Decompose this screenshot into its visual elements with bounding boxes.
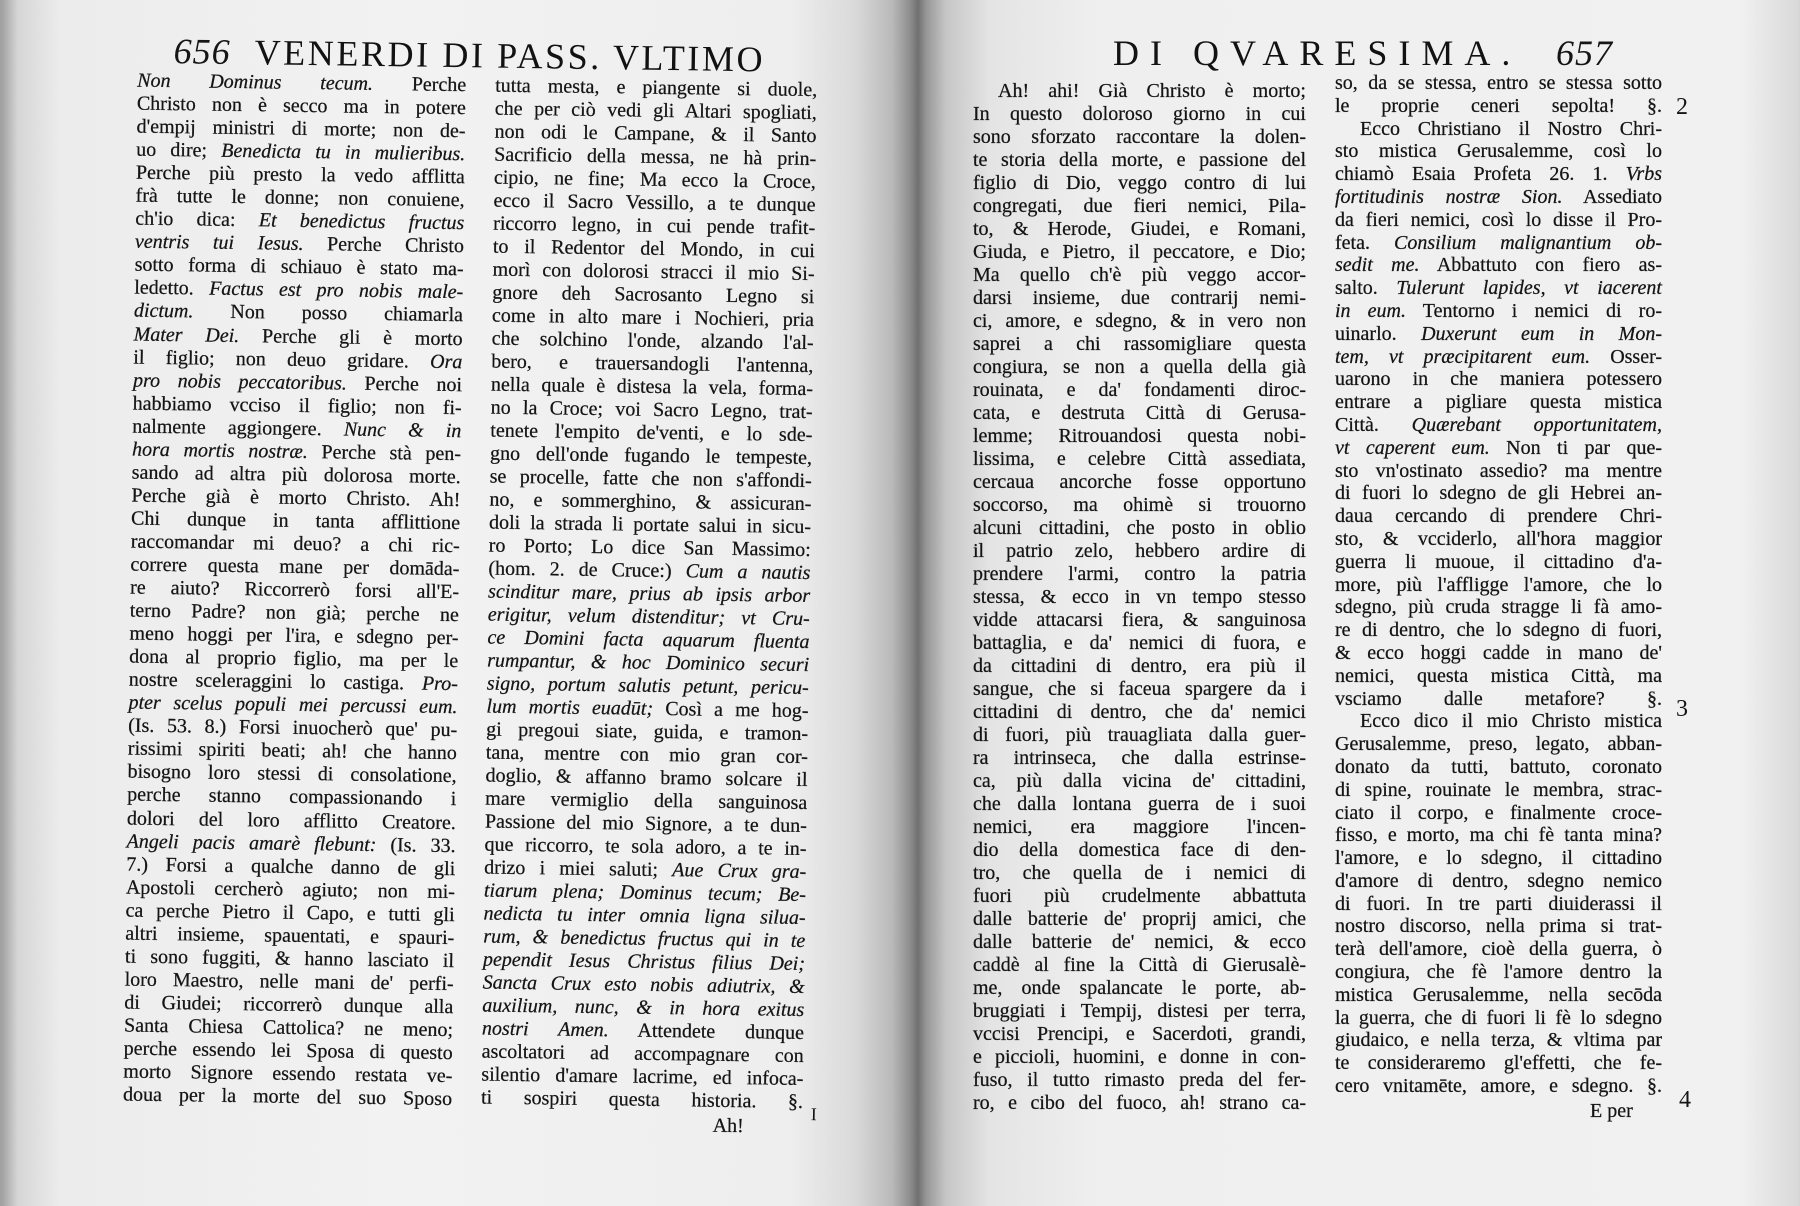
page-number: 657 — [1556, 33, 1613, 73]
text-line: Ma quello ch'è più veggo accor- — [973, 264, 1306, 286]
text-line: sangue, che si faceua spargere da i — [973, 678, 1306, 700]
text-line: morì con dolorosi stracci il mio Si- — [492, 258, 815, 286]
text-line: non odi le Campane, & il Santo — [494, 120, 817, 148]
text-line: ascoltatori ad accompagnare con — [481, 1040, 804, 1067]
text-line: caddè al fine la Città di Gierusalè- — [973, 954, 1306, 976]
italic-latin-text: tem, vt præcipitarent eum. — [1335, 345, 1591, 368]
text-line: figlio di Dio, veggo contro di lui — [973, 172, 1306, 194]
text-line: perche essendo lei Sposa di questo — [123, 1037, 453, 1065]
text-line: Santa Chiesa Cattolica? ne meno; — [123, 1014, 454, 1042]
text-line: so, da se stessa, entro se stessa sotto — [1335, 72, 1662, 94]
text-line: ro Porto; Lo dice San Massimo: — [488, 534, 811, 562]
text-line: cata, e destruta Città di Gerusa- — [973, 402, 1306, 424]
text-line: altri insieme, spauentati, e spauri- — [125, 922, 455, 949]
text-line: gnore deh Sacrosanto Legno si — [492, 281, 815, 309]
roman-text: drizo i miei saluti; — [484, 856, 673, 882]
italic-latin-text: vt caperent eum. — [1335, 436, 1490, 459]
text-line: che solchino l'onde, alzando l'al- — [491, 327, 814, 355]
italic-latin-text: Angeli pacis amarè flebunt: — [126, 830, 377, 856]
italic-latin-text: Pro- — [421, 672, 458, 696]
roman-text: uinarlo. — [1335, 322, 1422, 345]
roman-text: Così a me hog- — [652, 697, 809, 723]
margin-section-number: 4 — [1679, 1087, 1691, 1113]
text-line: frà tutte le donne; non conuiene, — [135, 184, 465, 212]
text-line: rouinata, e da' fondamenti diroc- — [973, 379, 1306, 401]
margin-section-number: 2 — [1676, 94, 1688, 120]
text-line: 7.) Forsi a qualche danno de gli — [126, 853, 456, 880]
roman-text: Non ti par que- — [1489, 436, 1662, 459]
text-line: donato da tutti, battuto, coronato — [1335, 755, 1662, 778]
text-line: Chi dunque in tanta afflittione — [130, 507, 461, 535]
text-line: giudaico, e nella terza, & vltima par — [1335, 1029, 1662, 1052]
text-line: terà dell'amore, cioè della guerra, ò — [1335, 938, 1662, 961]
text-line: ra intrinseca, che dalla estrinse- — [973, 747, 1306, 769]
text-line: sto mistica Gerusalemme, così lo — [1335, 140, 1662, 163]
text-line: to il Redentor del Mondo, in cui — [492, 235, 816, 263]
text-line — [1335, 437, 1662, 460]
text-line: meno hoggi per l'ira, e sdegno per- — [129, 622, 459, 650]
text-line: entrare a pigliare questa mistica — [1335, 391, 1662, 414]
roman-text: Perche noi — [346, 372, 463, 396]
text-line: saprei a chi rassomigliare questa — [973, 333, 1306, 355]
roman-text: Attendete dunque — [608, 1019, 805, 1044]
italic-latin-text: nostri Amen. — [481, 1017, 609, 1042]
italic-latin-text: Vrbs — [1625, 163, 1662, 186]
text-line: nemici, questa mistica Città, ma — [1335, 664, 1662, 687]
italic-latin-text: Tulerunt lapides, vt iacerent — [1396, 277, 1662, 300]
roman-text: Abbattuto con fiero as- — [1419, 254, 1663, 277]
italic-latin-text: rum, & benedictus fructus qui in te — [483, 925, 806, 952]
text-line: nella quale è distesa la vela, forma- — [490, 373, 814, 401]
text-line: Perche più presto la vedo afflitta — [135, 161, 466, 189]
text-line: terno Padre? non già; perche ne — [129, 599, 459, 627]
roman-text: Perche gli è morto — [239, 324, 463, 350]
roman-text: (Is. 33. — [376, 833, 456, 857]
text-line: sotto forma di schiauo è stato ma- — [134, 253, 464, 281]
roman-text: Perche — [372, 72, 467, 97]
roman-text: Città. — [1335, 413, 1412, 436]
italic-latin-text: erigitur, velum distenditur; vt Cru- — [487, 603, 810, 631]
text-line: ca, più dalla vicina de' cittadini, — [973, 770, 1306, 792]
text-line: di fuori, più trauagliata dalla guer- — [973, 724, 1306, 746]
italic-latin-text: auxilium, nunc, & in hora exitus — [482, 994, 805, 1021]
text-line: darsi insieme, due contrarij nemi- — [973, 287, 1306, 309]
text-line: tenete l'empito de'venti, e lo sde- — [490, 419, 813, 447]
italic-latin-text: hora mortis nostræ. — [131, 438, 308, 463]
text-line: cercaua ancorche fosse opportuno — [973, 471, 1306, 493]
italic-latin-text: signo, portum salutis petunt, pericu- — [486, 672, 809, 700]
roman-text: Assediato — [1562, 185, 1662, 208]
text-line: bero, e trauersandogli l'antenna, — [491, 350, 814, 378]
catchword: Ah! — [712, 1114, 744, 1138]
text-line: d'amore di dentro, sdegno nemico — [1335, 869, 1662, 892]
text-line: Perche già è morto Christo. Ah! — [131, 484, 461, 511]
text-line: gno dell'onde fugando le tempeste, — [489, 442, 813, 470]
text-line: dona al proprio figlio, ma per le — [129, 645, 459, 673]
italic-latin-text: Duxerunt eum in Mon- — [1421, 322, 1663, 345]
italic-latin-text: pependit Iesus Christus filius Dei; — [482, 948, 806, 975]
text-line: vsciamo dalle metafore? §. — [1335, 687, 1662, 710]
text-line: che per ciò vedi gli Altari spogliati, — [494, 97, 817, 125]
text-line: perche stanno compassionando i — [127, 783, 457, 811]
text-line: da fieri nemici, così lo disse il Pro- — [1335, 208, 1662, 231]
roman-text: il figlio; non deuo gridare. — [133, 346, 431, 373]
text-line: no la Croce; voi Sacro Legno, trat- — [490, 396, 813, 424]
text-line: Gerusalemme, preso, legato, abban- — [1335, 733, 1662, 756]
text-line: il patrio zelo, hebbero ardire di — [973, 540, 1306, 562]
italic-latin-text: sedit me. — [1335, 254, 1420, 277]
text-line: fisso, e morto, ma chi fè tanta mina? — [1335, 824, 1662, 847]
text-line: nemici, era maggiore l'incen- — [973, 816, 1306, 838]
italic-latin-text: Nunc & in — [343, 418, 462, 442]
text-line: daua cercando di prendere Chri- — [1335, 505, 1662, 528]
text-line: Apostoli cercherò agiuto; non mi- — [125, 876, 456, 903]
roman-text: salto. — [1335, 277, 1397, 300]
text-line — [1335, 186, 1662, 209]
italic-latin-text: Aue Crux gra- — [672, 859, 807, 883]
text-line — [1335, 414, 1662, 437]
text-line: ro, e cibo del fuoco, ah! strano ca- — [973, 1092, 1306, 1114]
text-line: alcuni cittadini, che posto in oblio — [973, 517, 1306, 539]
text-line — [1335, 346, 1662, 369]
text-line: te storia della morte, e passione del — [973, 149, 1306, 171]
italic-latin-text: Benedicta tu in mulieribus. — [221, 139, 466, 166]
italic-latin-text: Sancta Crux esto nobis adiutrix, & — [482, 971, 805, 998]
text-line: more, più l'affligge l'amore, che lo — [1335, 573, 1662, 596]
text-line: uarono in che maniera potessero — [1335, 368, 1662, 391]
text-line: mistica Gerusalemme, nella secōda — [1335, 983, 1662, 1006]
roman-text: Tentorno i nemici di ro- — [1406, 299, 1662, 322]
roman-text: chiamò Esaia Profeta 26. 1. — [1335, 163, 1626, 186]
text-line: come in alto mare i Nochieri, pria — [491, 304, 815, 332]
text-line: sando ad altra più dolorosa morte. — [131, 461, 461, 488]
text-line: congiura, se non a quella della già — [973, 356, 1306, 378]
text-line: Ecco dico il mio Christo mistica — [1360, 710, 1662, 733]
text-line: ti sono fuggiti, & hanno lasciato il — [124, 945, 455, 972]
italic-latin-text: pro nobis peccatoribus. — [132, 369, 348, 395]
italic-latin-text: in eum. — [1335, 299, 1406, 322]
signature-mark: I — [810, 1104, 817, 1125]
text-line: no, e sommerghino, & assicuran- — [489, 488, 812, 516]
roman-text: Osser- — [1590, 345, 1663, 368]
text-line: te consideraremo gl'effetti, che fe- — [1335, 1052, 1662, 1075]
text-line: habbiamo vcciso il figlio; non fi- — [132, 392, 462, 419]
text-line: bisogno loro stessi di consolatione, — [127, 760, 457, 788]
text-line: morto Signore essendo restata ve- — [123, 1060, 453, 1088]
text-line — [1335, 232, 1662, 255]
text-line: ciato il corpo, e finalmente croce- — [1335, 801, 1662, 824]
text-line: tutta mesta, e piangente si duole, — [495, 74, 818, 102]
text-line: di Giudei; riccorrerò dunque alla — [124, 991, 454, 1018]
text-line: guerra li muoue, il cittadino d'a- — [1335, 550, 1662, 573]
italic-latin-text: scinditur mare, prius ab ipsis arbor — [487, 580, 811, 608]
roman-text: nalmente aggiongere. — [132, 415, 344, 441]
text-line: di spine, rouinate le membra, strac- — [1335, 778, 1662, 801]
text-line: sono sforzato raccontare la dolen- — [973, 126, 1306, 148]
text-line: le proprie ceneri sepolta! §. — [1335, 94, 1662, 117]
text-line: Sacrificio della messa, ne hà prin- — [494, 143, 817, 171]
roman-text: Perche stà pen- — [307, 440, 462, 465]
italic-latin-text: lum mortis euadūt; — [486, 695, 654, 720]
text-line: se procelle, fatte che non s'affondi- — [489, 465, 812, 493]
text-column-right-outer — [1335, 72, 1662, 1098]
text-line: correre questa mane per domāda- — [130, 553, 460, 581]
italic-latin-text: Factus est pro nobis male- — [208, 278, 464, 304]
roman-text: uo dire; — [136, 138, 222, 162]
text-line: Christo non è secco ma in potere — [136, 92, 467, 120]
text-line: prendere l'armi, contro la patria — [973, 563, 1306, 585]
text-line: re aiuto? Riccorrerò forsi all'E- — [129, 576, 460, 604]
text-line: In questo doloroso giorno in cui — [973, 103, 1306, 125]
italic-latin-text: Ora — [429, 350, 463, 373]
italic-latin-text: Et benedictus fructus — [258, 209, 465, 235]
italic-latin-text: dictum. — [133, 300, 194, 323]
text-line: bruggiati i Tempij, distesi per terra, — [973, 1000, 1306, 1022]
text-line: ci, amore, e sdegno, & in vero non — [973, 310, 1306, 332]
running-title: VENERDI DI PASS. VLTIMO — [254, 32, 766, 80]
roman-text: Perche Christo — [303, 233, 465, 258]
text-line: raccomandar mi deuo? a chi ric- — [130, 530, 460, 558]
text-line: que riccorro, te sola adoro, a te in- — [484, 833, 807, 861]
text-line: Ecco Christiano il Nostro Chri- — [1360, 117, 1662, 140]
text-line: l'amore, e lo sdegno, il cittadino — [1335, 847, 1662, 870]
text-line — [1335, 323, 1662, 346]
text-line: & ecco hoggi cadde in mano de' — [1335, 641, 1662, 664]
running-title: DI QVARESIMA. — [1113, 33, 1522, 73]
text-line — [1335, 163, 1662, 186]
roman-text: Non posso chiamarla — [193, 300, 464, 327]
catchword: E per — [1590, 1100, 1633, 1122]
text-line: che dalla lontana guerra de i suoi — [973, 793, 1306, 815]
text-line: vccisi Prencipi, e Sacerdoti, grandi, — [973, 1023, 1306, 1045]
text-line: cero vnitamēte, amore, e sdegno. §. — [1335, 1075, 1662, 1098]
italic-latin-text: tiarum plena; Dominus tecum; Be- — [483, 879, 807, 906]
text-line: doua per la morte del suo Sposo — [122, 1083, 453, 1111]
text-line: me, onde spalancate le porte, ab- — [973, 977, 1306, 999]
text-line: congregati, due fieri nemici, Pila- — [973, 195, 1306, 217]
text-line: sto vn'ostinato assedio? ma mentre — [1335, 459, 1662, 482]
text-line: Giuda, e Pietro, il peccatore, e Dio; — [973, 241, 1306, 263]
text-line: to, & Herode, Giudei, e Romani, — [973, 218, 1306, 240]
roman-text: (hom. 2. de Cruce:) — [488, 557, 686, 583]
text-line: sdegno, più cruda stragge li fà amo- — [1335, 596, 1662, 619]
text-line: riccorro legno, in cui pende trafit- — [493, 212, 816, 240]
text-line: lemme; Ritrouandosi questa nobi- — [973, 425, 1306, 447]
text-column-right-inner — [973, 80, 1306, 1115]
text-line: stessa, & ecco in vn tempo stesso — [973, 586, 1306, 608]
page-number: 656 — [173, 31, 231, 72]
text-line: dio della domestica face di den- — [973, 839, 1306, 861]
text-line: d'empij ministri di morte; non de- — [136, 115, 466, 143]
text-line — [1335, 300, 1662, 323]
italic-latin-text: ventris tui Iesus. — [134, 230, 304, 256]
italic-latin-text: rumpantur, & hoc Dominico securi — [487, 649, 810, 677]
text-line: (Is. 53. 8.) Forsi inuocherò que' pu- — [128, 714, 458, 742]
text-line: tro, che quella de i nemici di — [973, 862, 1306, 884]
italic-latin-text: Non Dominus tecum. — [137, 69, 374, 95]
text-line — [1335, 277, 1662, 300]
text-line: ecco il Sacro Vessillo, a te dunque — [493, 189, 816, 217]
roman-text: feta. — [1335, 231, 1394, 254]
text-line: gi pregoui siate, guida, e tramon- — [486, 718, 809, 746]
text-line: lissima, e celebre Città assediata, — [973, 448, 1306, 470]
text-line: dalle batterie de' proprij amici, che — [973, 908, 1306, 930]
text-line: da cittadini di dentro, era più il — [973, 655, 1306, 677]
text-line: di fuori lo sdegno de gli Hebrei an- — [1335, 482, 1662, 505]
text-line: ti sospiri questa historia. §. — [480, 1086, 804, 1113]
text-line: soccorso, ma ohimè si trouorno — [973, 494, 1306, 516]
italic-latin-text: Mater Dei. — [133, 323, 240, 347]
italic-latin-text: pter scelus populi mei percussi eum. — [128, 691, 458, 719]
roman-text: ledetto. — [134, 276, 210, 301]
margin-section-number: 3 — [1676, 696, 1688, 722]
text-line: fuso, il tutto rimasto preda del fer- — [973, 1069, 1306, 1091]
text-line: cittadini di dentro, che da' nemici — [973, 701, 1306, 723]
text-line: ca perche Pietro il Capo, e tutti gli — [125, 899, 455, 926]
text-line — [1335, 254, 1662, 277]
italic-latin-text: Consilium malignantium ob- — [1393, 231, 1662, 254]
text-line: nostro discorso, nella prima si trat- — [1335, 915, 1662, 938]
italic-latin-text: fortitudinis nostræ Sion. — [1335, 185, 1563, 208]
text-line: congiura, che fè l'amore dentro la — [1335, 961, 1662, 984]
text-line: dalle batterie de' nemici, & ecco — [973, 931, 1306, 953]
text-line: di fuori. In tre parti diuiderassi il — [1335, 892, 1662, 915]
italic-latin-text: Quærebant opportunitatem, — [1411, 413, 1663, 436]
text-line: silentio d'amare lacrime, ed infoca- — [481, 1063, 804, 1090]
text-line: fuori più crudelmente abbattuta — [973, 885, 1306, 907]
text-line: vidde attacarsi fiera, & sanguinosa — [973, 609, 1306, 631]
text-line: loro Maestro, nelle mani de' perfi- — [124, 968, 454, 995]
text-line: e piccioli, huomini, e donne in con- — [973, 1046, 1306, 1068]
text-line: re di dentro, che lo sdegno di fuori, — [1335, 619, 1662, 642]
roman-text: nostre sceleraggini lo castiga. — [128, 668, 423, 695]
italic-latin-text: Cum a nautis — [685, 560, 811, 585]
text-line: mare vermiglio della sanguinosa — [485, 787, 808, 815]
text-line: sto, & vcciderlo, all'hora maggior — [1335, 527, 1662, 550]
text-line: dolori del loro afflitto Creatore. — [126, 807, 457, 834]
text-line: rissimi spiriti beati; ah! che hanno — [127, 737, 458, 765]
text-line: battaglia, e da' nemici di fuora, e — [973, 632, 1306, 654]
italic-latin-text: nedicta tu inter omnia ligna silua- — [483, 902, 806, 929]
roman-text: ch'io dica: — [135, 207, 259, 232]
text-line: cipio, ne fine; Ma ecco la Croce, — [493, 166, 817, 194]
text-line: la guerra, che di fuori li fè lo sdegno — [1335, 1006, 1662, 1029]
text-line: doglio, & affanno bramo solcare il — [485, 764, 808, 792]
text-line: tana, mentre con mio gran cor- — [485, 741, 808, 769]
text-line: doli la strada li portate salui in sicu- — [488, 511, 812, 539]
text-line: Ah! ahi! Già Christo è morto; — [998, 80, 1306, 102]
italic-latin-text: ce Domini facta aquarum fluenta — [487, 626, 810, 654]
text-line: Passione del mio Signore, a te dun- — [484, 810, 808, 838]
